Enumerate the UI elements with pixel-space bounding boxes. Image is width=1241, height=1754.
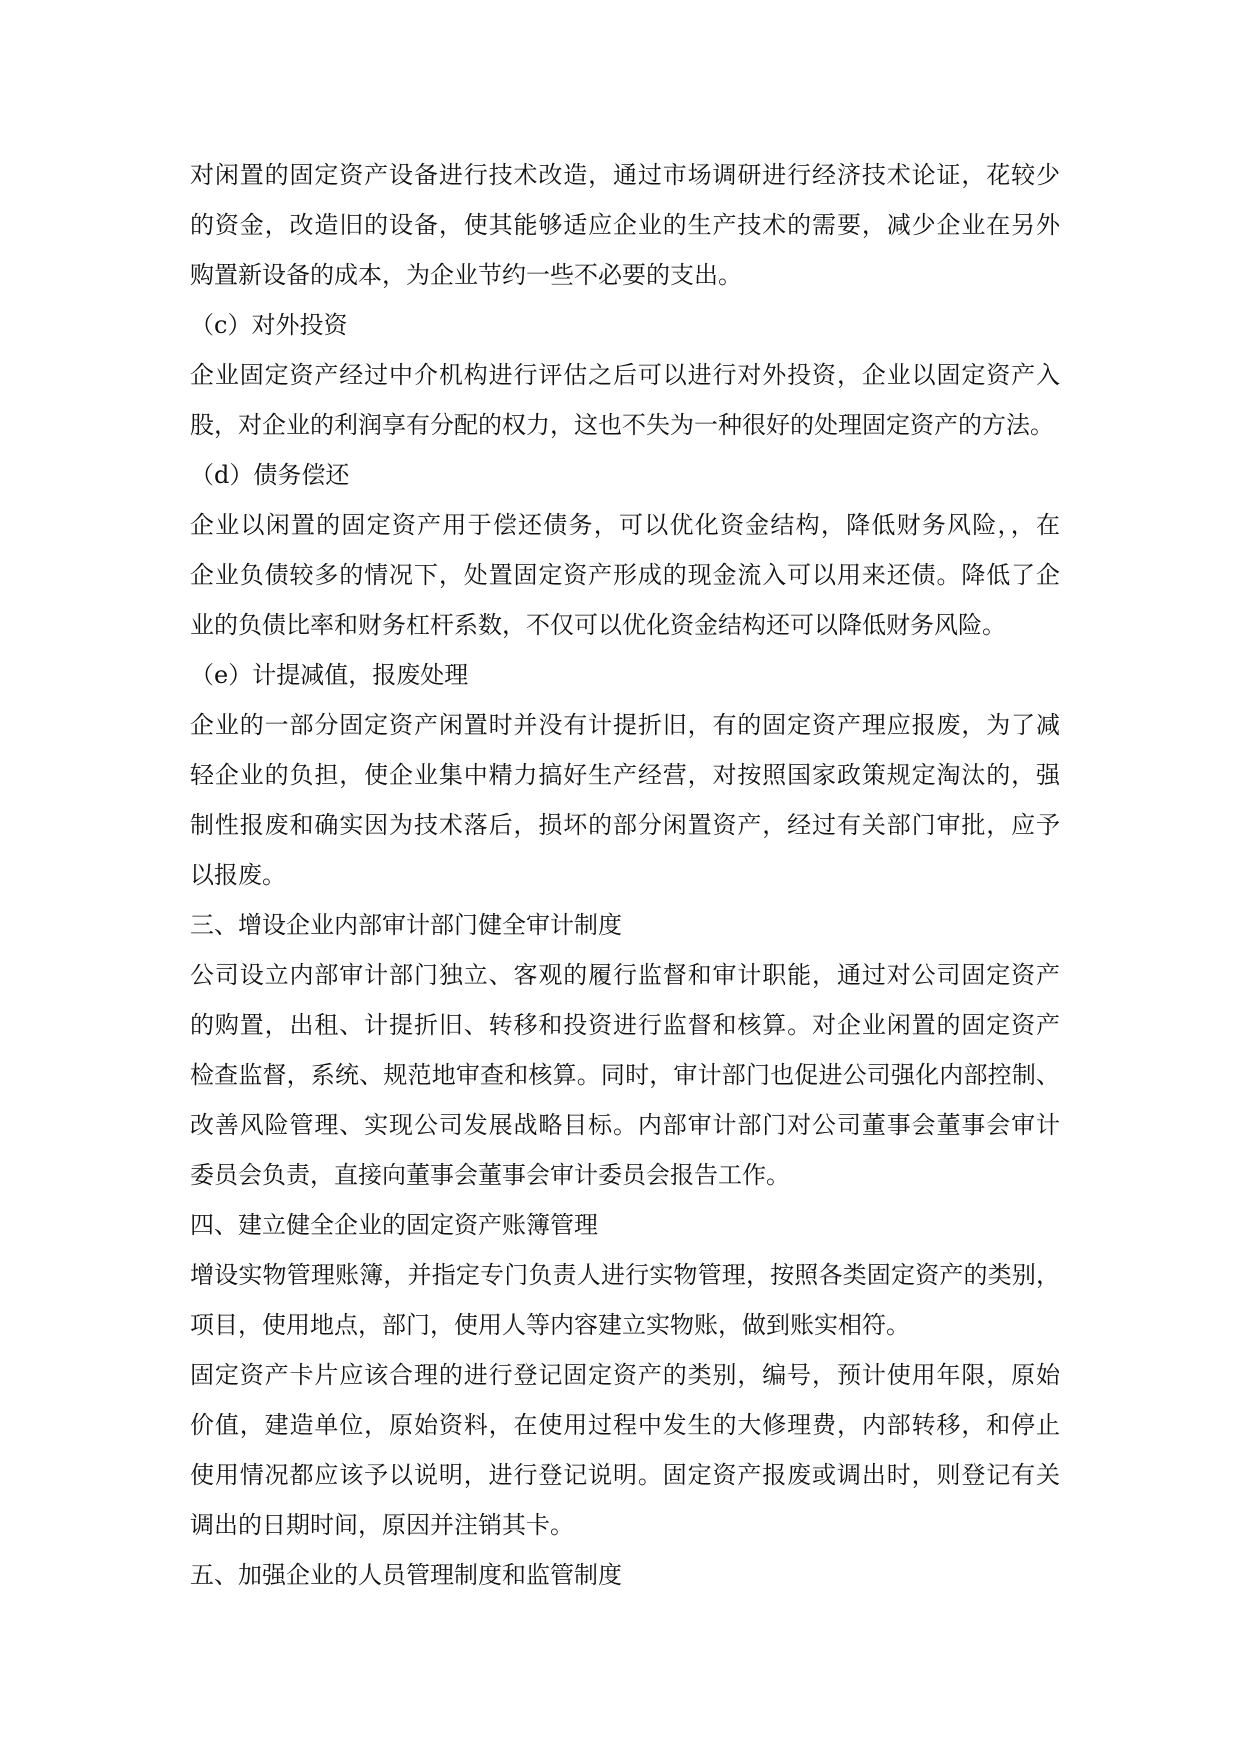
text-line: 企业的一部分固定资产闲置时并没有计提折旧，有的固定资产理应报废，为了减 [190,711,1060,739]
text-line: 改善风险管理、实现公司发展战略目标。内部审计部门对公司董事会董事会审计 [190,1111,1060,1139]
subheading-impairment-scrap: （e）计提减值，报废处理 [190,661,469,689]
subheading-external-investment: （c）对外投资 [190,311,348,339]
text-line: 项目，使用地点，部门，使用人等内容建立实物账，做到账实相符。 [190,1311,910,1339]
text-line: 公司设立内部审计部门独立、客观的履行监督和审计职能，通过对公司固定资产 [190,961,1060,989]
section-heading-internal-audit: 三、增设企业内部审计部门健全审计制度 [190,911,622,939]
text-line: 调出的日期时间，原因并注销其卡。 [190,1511,574,1539]
text-line: 的购置，出租、计提折旧、转移和投资进行监督和核算。对企业闲置的固定资产 [190,1011,1060,1039]
paragraph-debt-repayment [190,500,1060,650]
subheading-debt-repayment: （d）债务偿还 [190,461,350,489]
section-heading-asset-ledger: 四、建立健全企业的固定资产账簿管理 [190,1211,598,1239]
paragraph-asset-card [190,1350,1060,1550]
paragraph-impairment-scrap [190,700,1060,900]
section-heading-personnel-management: 五、加强企业的人员管理制度和监管制度 [190,1561,622,1589]
paragraph-external-investment [190,350,1060,450]
text-line: 轻企业的负担，使企业集中精力搞好生产经营，对按照国家政策规定淘汰的，强 [190,761,1060,789]
text-line: 的资金，改造旧的设备，使其能够适应企业的生产技术的需要，减少企业在另外 [190,211,1060,239]
document-body [190,150,1060,1600]
text-line: 业的负债比率和财务杠杆系数，不仅可以优化资金结构还可以降低财务风险。 [190,611,1006,639]
text-line: 企业固定资产经过中介机构进行评估之后可以进行对外投资，企业以固定资产入 [190,361,1060,389]
text-line: 增设实物管理账簿，并指定专门负责人进行实物管理，按照各类固定资产的类别， [190,1261,1060,1289]
text-line: 固定资产卡片应该合理的进行登记固定资产的类别，编号，预计使用年限，原始 [190,1361,1060,1389]
text-line: 价值，建造单位，原始资料，在使用过程中发生的大修理费，内部转移，和停止 [190,1411,1060,1439]
text-line: 股，对企业的利润享有分配的权力，这也不失为一种很好的处理固定资产的方法。 [190,411,1054,439]
text-line: 检查监督，系统、规范地审查和核算。同时，审计部门也促进公司强化内部控制、 [190,1061,1060,1089]
paragraph-internal-audit [190,950,1060,1200]
paragraph-technical-renovation [190,150,1060,300]
paragraph-asset-ledger [190,1250,1060,1350]
text-line: 对闲置的固定资产设备进行技术改造，通过市场调研进行经济技术论证，花较少 [190,161,1060,189]
text-line: 企业以闲置的固定资产用于偿还债务，可以优化资金结构，降低财务风险，，在 [190,511,1060,539]
text-line: 委员会负责，直接向董事会董事会审计委员会报告工作。 [190,1161,790,1189]
text-line: 以报废。 [190,861,286,889]
text-line: 企业负债较多的情况下，处置固定资产形成的现金流入可以用来还债。降低了企 [190,561,1060,589]
text-line: 使用情况都应该予以说明，进行登记说明。固定资产报废或调出时，则登记有关 [190,1461,1060,1489]
text-line: 购置新设备的成本，为企业节约一些不必要的支出。 [190,261,742,289]
text-line: 制性报废和确实因为技术落后，损坏的部分闲置资产，经过有关部门审批，应予 [190,811,1060,839]
